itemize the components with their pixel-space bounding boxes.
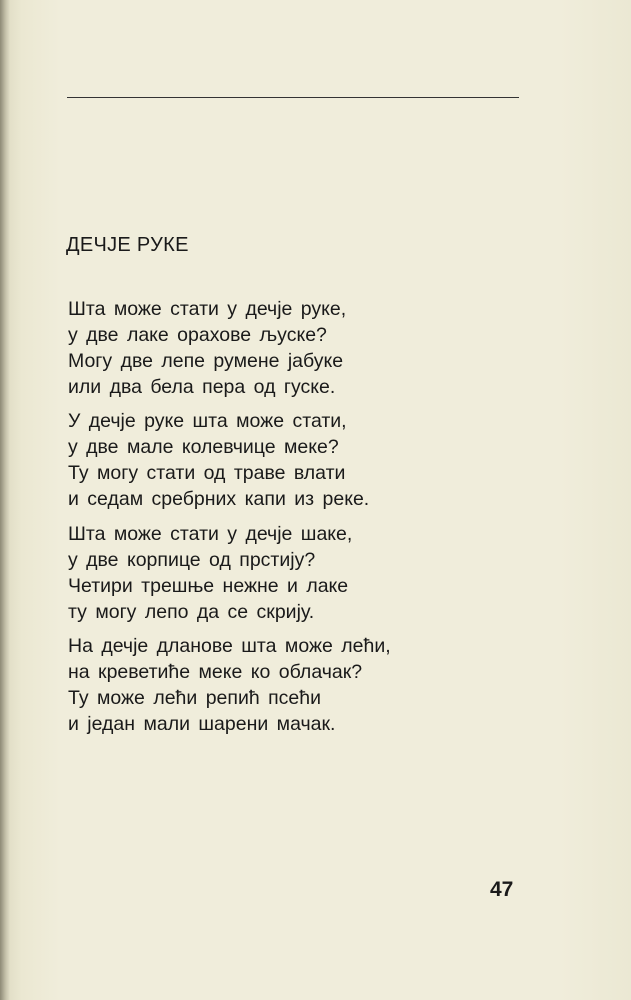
- poem-line: Ту могу стати од траве влати: [68, 462, 346, 484]
- poem-line: На дечје дланове шта може лећи,: [68, 635, 391, 657]
- stanza-1: [68, 296, 346, 400]
- poem-line: Четири трешње нежне и лаке: [68, 575, 349, 597]
- stanza-2: [68, 408, 369, 512]
- poem-line: на креветиће меке ко облачак?: [68, 661, 363, 683]
- poem-title: ДЕЧЈЕ РУКЕ: [66, 234, 189, 256]
- stanza-4: [68, 633, 391, 737]
- poem-line: Могу две лепе румене јабуке: [68, 350, 344, 372]
- poem-line: Шта може стати у дечје шаке,: [68, 523, 353, 545]
- stanza-3: [68, 521, 352, 625]
- poem-line: у две мале колевчице меке?: [68, 436, 339, 458]
- poem-line: и седам сребрних капи из реке.: [68, 488, 370, 510]
- poem-line: и један мали шарени мачак.: [68, 713, 336, 735]
- page-number: 47: [490, 878, 514, 901]
- poem-line: Шта може стати у дечје руке,: [68, 298, 347, 320]
- poem-line: у две корпице од прстију?: [68, 549, 316, 571]
- poem-line: ту могу лепо да се скрију.: [68, 601, 315, 623]
- spine-shadow: [0, 0, 10, 1000]
- header-rule: [67, 97, 519, 98]
- poem-line: У дечје руке шта може стати,: [68, 410, 347, 432]
- poem-line: Ту може лећи репић псећи: [68, 687, 321, 709]
- poem-line: или два бела пера од гуске.: [68, 376, 336, 398]
- poem-line: у две лаке орахове љуске?: [68, 324, 327, 346]
